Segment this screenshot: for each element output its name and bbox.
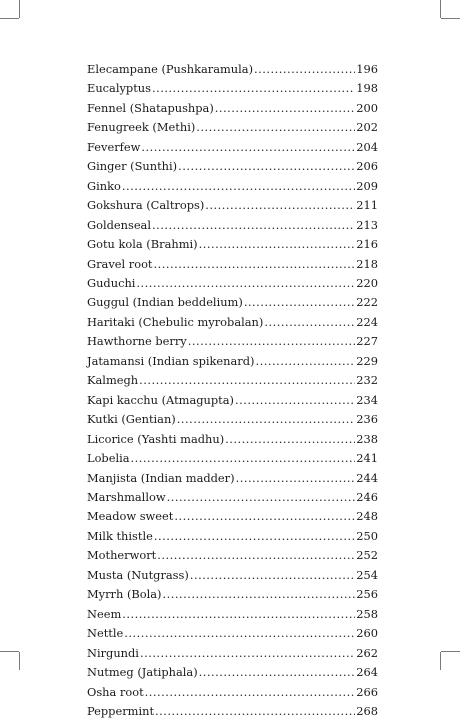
dot-leader: [174, 507, 355, 526]
dot-leader: [254, 60, 355, 79]
toc-entry: [87, 216, 378, 235]
toc-entry-label: Guduchi: [87, 275, 136, 290]
dot-leader: [205, 196, 355, 215]
dot-leader: [177, 410, 356, 429]
dot-leader: [140, 644, 355, 663]
toc-entry-page-number: 229: [356, 353, 378, 368]
toc-entry-page-number: 216: [356, 237, 378, 252]
toc-entry-page-number: 264: [356, 665, 378, 680]
dot-leader: [139, 371, 355, 390]
toc-entry-page-number: 227: [356, 334, 378, 349]
toc-entry-label: Ginger (Sunthi): [87, 159, 178, 174]
dot-leader: [157, 546, 355, 565]
dot-leader: [199, 663, 356, 682]
dot-leader: [167, 488, 356, 507]
toc-entry: [87, 60, 378, 79]
toc-entry: [87, 255, 378, 274]
crop-mark-top-right-v: [440, 0, 441, 18]
toc-entry-label: Peppermint: [87, 703, 155, 718]
crop-mark-top-right-h: [441, 18, 460, 19]
dot-leader: [188, 332, 356, 351]
dot-leader: [152, 216, 355, 235]
toc-entry: [87, 469, 378, 488]
toc-entry: [87, 274, 378, 293]
toc-entry-page-number: 256: [356, 587, 378, 602]
toc-entry-page-number: 198: [356, 81, 378, 96]
dot-leader: [215, 99, 355, 118]
dot-leader: [136, 274, 355, 293]
toc-entry-label: Nutmeg (Jatiphala): [87, 665, 198, 680]
toc-entry: [87, 507, 378, 526]
toc-entry-label: Nettle: [87, 626, 124, 641]
toc-entry: [87, 644, 378, 663]
toc-entry-page-number: 196: [356, 62, 378, 76]
toc-entry: [87, 585, 378, 604]
toc-entry-label: Nirgundi: [87, 645, 139, 660]
dot-leader: [196, 118, 355, 137]
toc-entry-page-number: 209: [356, 178, 378, 193]
toc-entry: [87, 702, 378, 721]
toc-entry-page-number: 220: [356, 275, 378, 290]
toc-entry-label: Goldenseal: [87, 217, 151, 232]
dot-leader: [155, 702, 355, 721]
toc-entry-label: Licorice (Yashti madhu): [87, 431, 225, 446]
toc-entry-label: Milk thistle: [87, 528, 153, 543]
toc-entry-page-number: 244: [356, 470, 378, 485]
toc-entry: [87, 157, 378, 176]
toc-entry-page-number: 234: [356, 392, 378, 407]
toc-entry: [87, 663, 378, 682]
dot-leader: [145, 683, 356, 702]
toc-entry-page-number: 241: [356, 451, 378, 466]
toc-entry: [87, 371, 378, 390]
dot-leader: [163, 585, 356, 604]
dot-leader: [122, 177, 355, 196]
toc-entry-page-number: 204: [356, 139, 378, 154]
crop-mark-top-left-v: [19, 0, 20, 18]
toc-entry-page-number: 262: [356, 645, 378, 660]
toc-entry: [87, 683, 378, 702]
toc-entry-label: Feverfew: [87, 139, 141, 154]
toc-entry-page-number: 218: [356, 256, 378, 271]
toc-entry: [87, 527, 378, 546]
toc-entry-page-number: 258: [356, 606, 378, 621]
toc-entry-page-number: 224: [356, 314, 378, 329]
toc-entry-page-number: 236: [356, 412, 378, 427]
toc-entry-page-number: 254: [356, 567, 378, 582]
dot-leader: [122, 605, 355, 624]
toc-entry-label: Marshmallow: [87, 489, 166, 504]
dot-leader: [235, 391, 355, 410]
toc-entry-label: Kalmegh: [87, 373, 139, 388]
crop-mark-bottom-left-h: [0, 651, 19, 652]
toc-entry: [87, 546, 378, 565]
toc-entry-label: Fenugreek (Methi): [87, 120, 196, 135]
toc-entry-label: Elecampane (Pushkaramula): [87, 62, 254, 76]
toc-entry-page-number: 250: [356, 528, 378, 543]
toc-entry-label: Motherwort: [87, 548, 157, 563]
toc-entry-label: Ginko: [87, 178, 121, 193]
toc-entry-label: Musta (Nutgrass): [87, 567, 189, 582]
toc-entry-label: Osha root: [87, 684, 144, 699]
dot-leader: [236, 469, 356, 488]
dot-leader: [124, 624, 355, 643]
crop-mark-bottom-left-v: [19, 652, 20, 670]
toc-entry-label: Gravel root: [87, 256, 153, 271]
toc-entry: [87, 430, 378, 449]
toc-entry: [87, 391, 378, 410]
toc-entry: [87, 293, 378, 312]
toc-entry-label: Hawthorne berry: [87, 334, 187, 349]
toc-entry-label: Kutki (Gentian): [87, 412, 176, 427]
toc-entry-page-number: 202: [356, 120, 378, 135]
toc-entry-label: Eucalyptus: [87, 81, 151, 96]
dot-leader: [225, 430, 355, 449]
toc-entry-page-number: 268: [356, 703, 378, 718]
toc-entry-page-number: 248: [356, 509, 378, 524]
toc-entry: [87, 177, 378, 196]
toc-entry-label: Guggul (Indian beddelium): [87, 295, 243, 310]
toc-entry: [87, 235, 378, 254]
toc-entry-label: Gokshura (Caltrops): [87, 198, 205, 213]
dot-leader: [178, 157, 355, 176]
toc-entry-page-number: 200: [356, 100, 378, 115]
toc-entry: [87, 566, 378, 585]
toc-entry: [87, 410, 378, 429]
toc-entry-page-number: 211: [356, 198, 378, 213]
toc-entry: [87, 352, 378, 371]
toc-entry-page-number: 238: [356, 431, 378, 446]
toc-entry-page-number: 222: [356, 295, 378, 310]
toc-entry-page-number: 260: [356, 626, 378, 641]
toc-entry: [87, 624, 378, 643]
toc-entry: [87, 605, 378, 624]
toc-entry: [87, 99, 378, 118]
dot-leader: [199, 235, 356, 254]
toc-entry: [87, 79, 378, 98]
crop-mark-top-left-h: [0, 18, 19, 19]
toc-entry: [87, 488, 378, 507]
dot-leader: [154, 527, 355, 546]
dot-leader: [190, 566, 355, 585]
dot-leader: [264, 313, 355, 332]
dot-leader: [154, 255, 356, 274]
toc-entry-page-number: 206: [356, 159, 378, 174]
dot-leader: [131, 449, 356, 468]
toc-entry: [87, 313, 378, 332]
toc-entry: [87, 138, 378, 157]
table-of-contents: [87, 60, 378, 721]
toc-entry-label: Jatamansi (Indian spikenard): [87, 353, 255, 368]
dot-leader: [255, 352, 355, 371]
toc-entry: [87, 332, 378, 351]
toc-entry-label: Haritaki (Chebulic myrobalan): [87, 314, 264, 329]
toc-entry-label: Gotu kola (Brahmi): [87, 237, 198, 252]
toc-entry-label: Myrrh (Bola): [87, 587, 162, 602]
crop-mark-bottom-right-h: [441, 651, 460, 652]
toc-entry-label: Fennel (Shatapushpa): [87, 100, 214, 115]
toc-entry-page-number: 246: [356, 489, 378, 504]
toc-entry-label: Meadow sweet: [87, 509, 174, 524]
toc-entry: [87, 118, 378, 137]
dot-leader: [244, 293, 355, 312]
toc-entry-label: Lobelia: [87, 451, 130, 466]
toc-entry-page-number: 252: [356, 548, 378, 563]
toc-entry-label: Kapi kacchu (Atmagupta): [87, 392, 234, 407]
toc-entry-page-number: 232: [356, 373, 378, 388]
toc-entry-page-number: 213: [356, 217, 378, 232]
toc-entry-label: Manjista (Indian madder): [87, 470, 235, 485]
dot-leader: [152, 79, 355, 98]
dot-leader: [141, 138, 355, 157]
toc-entry: [87, 449, 378, 468]
toc-entry-page-number: 266: [356, 684, 378, 699]
toc-entry: [87, 196, 378, 215]
toc-entry-label: Neem: [87, 606, 122, 621]
crop-mark-bottom-right-v: [440, 652, 441, 670]
